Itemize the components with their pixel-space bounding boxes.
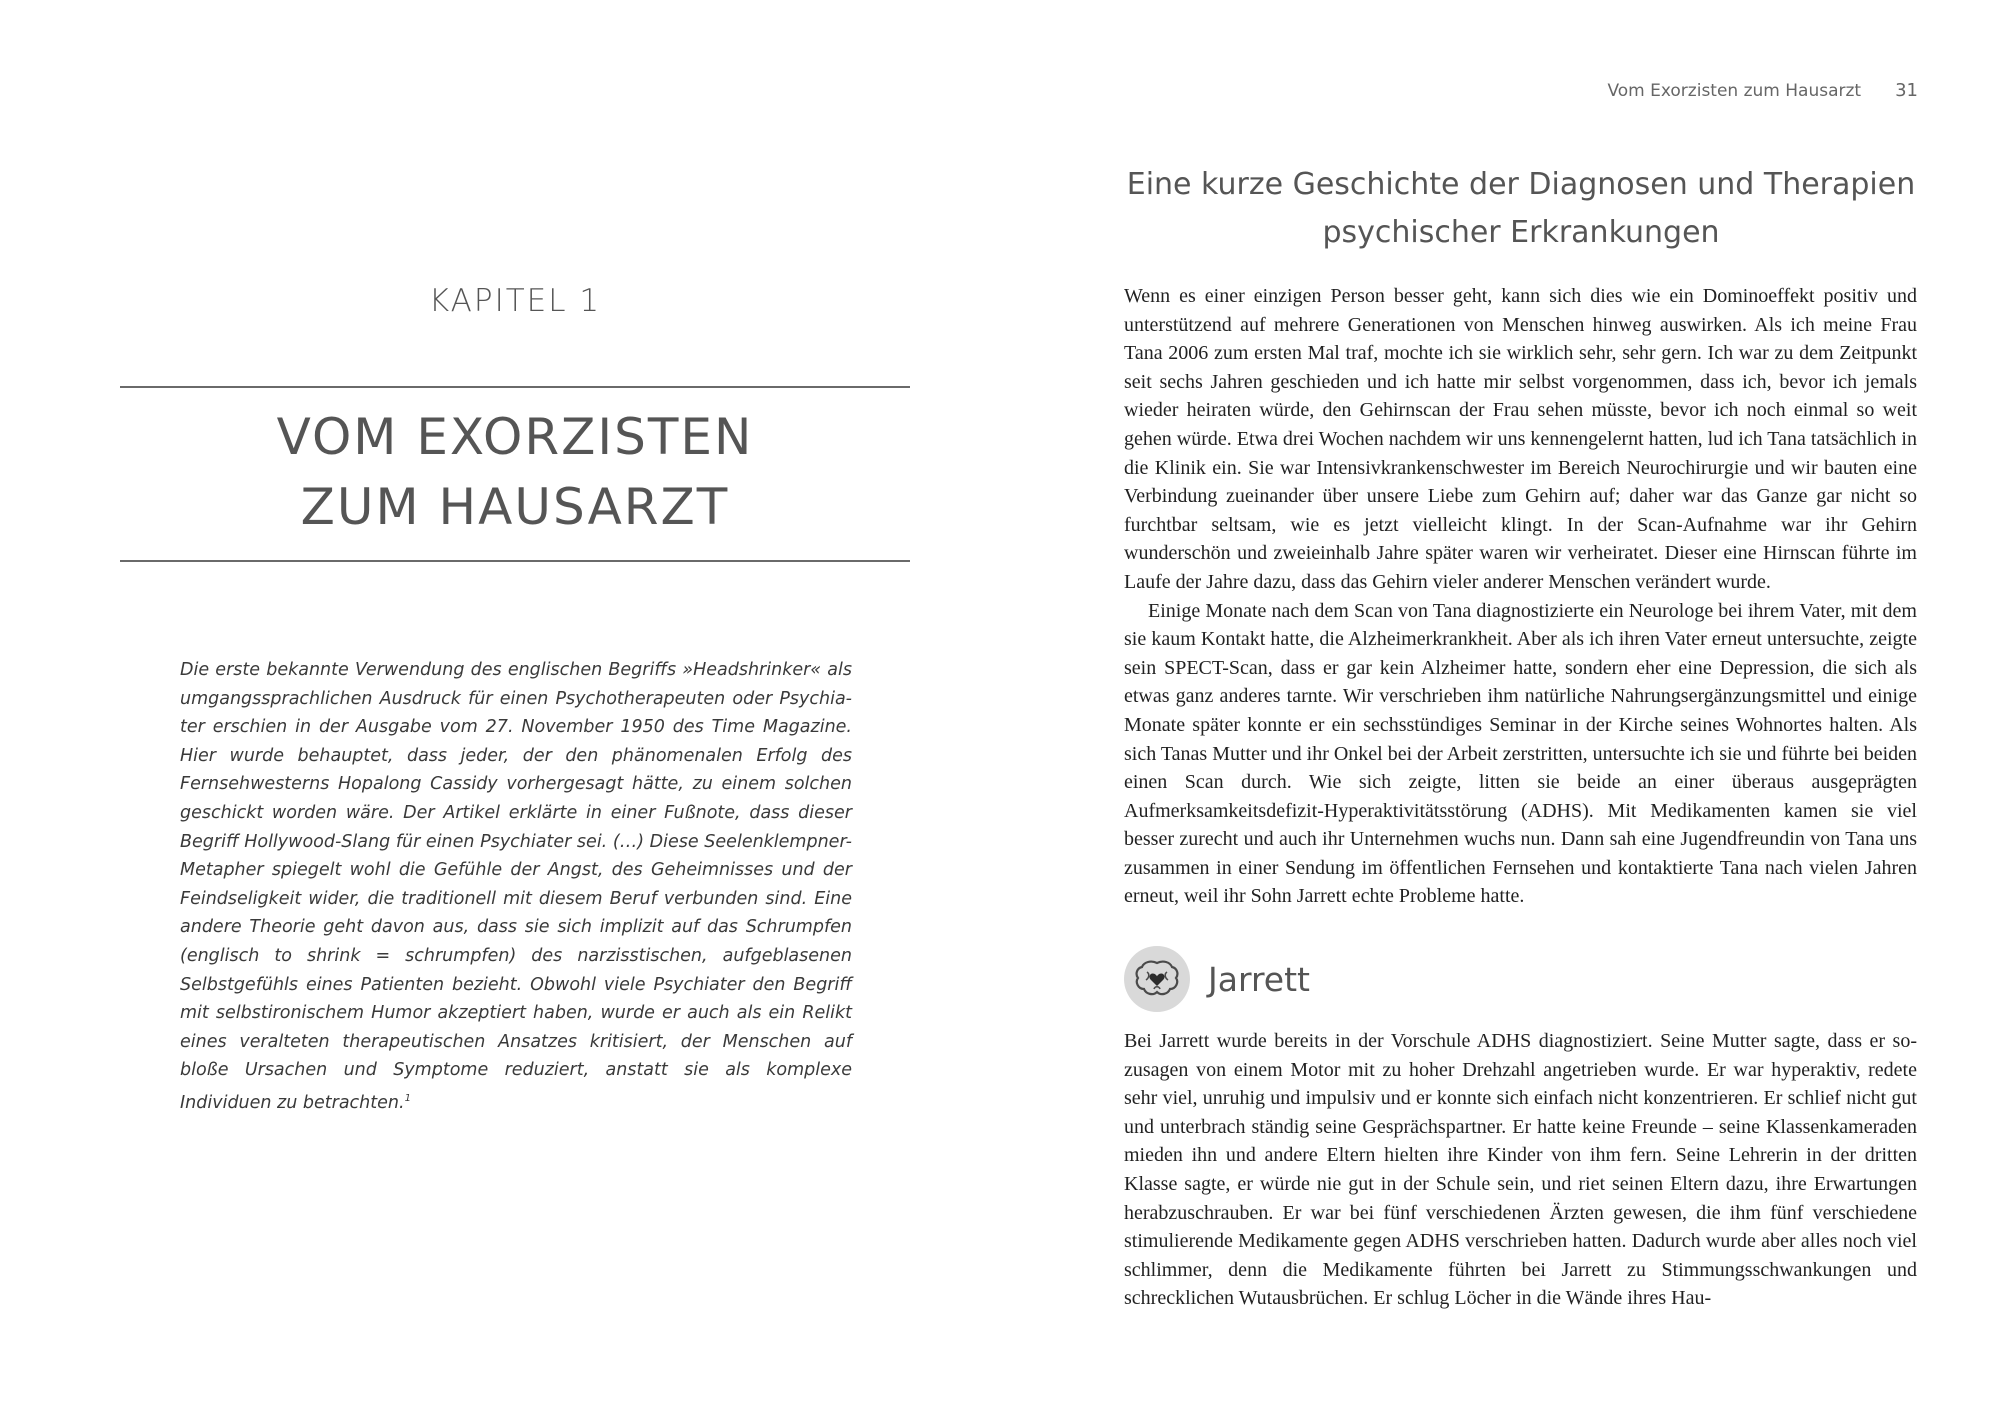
- subheading-title: Jarrett: [1208, 959, 1310, 999]
- section-heading: [1124, 161, 1918, 257]
- epigraph: [180, 656, 852, 1117]
- chapter-label: KAPITEL 1: [428, 283, 602, 319]
- paragraph: Bei Jarrett wurde bereits in der Vorschule ADHS diagnostiziert. Seine Mutter sagte, dass er sozusagen von einem Motor mit zu hoher Drehzahl angetrieben wurde. Er war hyperaktiv, redete sehr viel, unruhig und impulsiv und er konnte sich einfach nicht konzentrieren. Er schlief nicht gut und unterbrach ständig seine Gesprächspartner. Er hatte keine Freunde – seine Klassenkameraden mieden ihn und andere Eltern hielten ihre Kinder von ihm fern. Seine Lehrerin in der dritten Klasse sagte, er würde nie gut in der Schule sein, und riet seinen Eltern dazu, ihre Erwartungen herabzuschrauben. Er war bei fünf verschiedenen Ärzten gewesen, die ihm fünf verschiedene stimulierende Medikamente gegen ADHS verschrieben hatten. Dadurch wurde aber alles noch viel schlimmer, denn die Medikamente führten bei Jarrett zu Stimmungsschwankungen und schrecklichen Wutausbrüchen. Er schlug Löcher in die Wände ihres Hau-: [1124, 1030, 1917, 1310]
- epigraph-text: Die erste bekannte Verwendung des englischen Begriffs »Headshrinker« als umgangssprachlichen Ausdruck für einen Psychotherapeuten oder Psychiater erschien in der Ausgabe vom 27. November 1950 des Time Magazine. Hier wurde behauptet, dass jeder, der den phänomenalen Erfolg des Fernsehwesterns Hopalong Cassidy vorhergesagt hätte, zu einem solchen geschickt worden wäre. Der Artikel erklärte in einer Fußnote, dass dieser Begriff Hollywood-Slang für einen Psychiater sei. (…) Diese Seelenklempner-Metapher spiegelt wohl die Gefühle der Angst, des Geheimnisses und der Feindseligkeit wider, die traditionell mit diesem Beruf verbunden sind. Eine andere Theorie geht davon aus, dass sie sich implizit auf das Schrumpfen (englisch to shrink = schrumpfen) des narzisstischen, aufgeblasenen Selbstgefühls eines Patienten bezieht. Obwohl viele Psychiater den Begriff mit selbstironischem Humor akzeptiert haben, wurde er auch als ein Relikt eines veralteten therapeutischen Ansatzes kritisiert, der Menschen auf bloße Ursachen und Symptome reduziert, anstatt sie als komplexe Individuen zu betrachten.: [180, 660, 852, 1113]
- footnote-marker: 1: [404, 1092, 411, 1104]
- chapter-title: [120, 402, 910, 542]
- chapter-rule-top: [120, 386, 910, 388]
- paragraph: Einige Monate nach dem Scan von Tana diagnostizierte ein Neurologe bei ihrem Vater, mit dem sie kaum Kontakt hatte, die Alzheimerkrankheit. Aber als ich ihren Vater erneut untersuchte, zeigte sein SPECT-Scan, dass er gar kein Alzheimer hatte, sondern eher eine Depression, die sich als etwas ganz anderes tarnte. Wir verschrieben ihm natürliche Nahrungsergänzungsmittel und einige Monate später konnte er ein sechsstündiges Seminar in der Kirche seines Wohnortes halten. Als sich Tanas Mutter und ihr Onkel bei der Arbeit zerstritten, untersuchte ich sie und führte bei beiden einen Scan durch. Wie sich zeigte, litten sie beide an einer überaus ausgeprägten Aufmerksamkeitsdefizit-Hyperaktivitätsstörung (ADHS). Mit Medikamenten kamen sie viel besser zurecht und auch ihr Unternehmen wuchs nun. Dann sah eine Jugendfreundin von Tana uns zusammen in einer Sendung im öffentlichen Fernsehen und kontaktierte Tana nach vielen Jahren erneut, weil ihr Sohn Jarrett echte Probleme hatte.: [1124, 599, 1917, 908]
- running-head-title: Vom Exorzisten zum Hausarzt: [1607, 81, 1862, 101]
- chapter-rule-bottom: [120, 560, 910, 562]
- chapter-title-line: ZUM HAUSARZT: [300, 478, 730, 536]
- section-heading-line: Eine kurze Geschichte der Diagnosen und Therapien: [1126, 167, 1916, 202]
- body-text-jarrett: [1124, 1027, 1917, 1313]
- brain-heart-icon: [1124, 946, 1190, 1012]
- body-text-intro: [1124, 282, 1917, 911]
- paragraph: Wenn es einer einzigen Person besser geht, kann sich dies wie ein Dominoeffekt positiv und unterstützend auf mehrere Generationen von Menschen hinweg auswirken. Als ich meine Frau Tana 2006 zum ersten Mal traf, mochte ich sie wirklich sehr, sehr gern. Ich war zu dem Zeitpunkt seit sechs Jahren geschieden und ich hatte mir selbst vorgenommen, dass ich, bevor ich jemals wieder heiraten würde, den Gehirnscan der Frau sehen müsste, bevor ich noch einmal so weit gehen würde. Etwa drei Wochen nachdem wir uns kennengelernt hatten, lud ich Tana tatsächlich in die Klinik ein. Sie war Intensivkrankenschwester im Bereich Neurochirurgie und wir bauten eine Verbindung zueinander über unsere Liebe zum Gehirn auf; daher war das Ganze gar nicht so furchtbar seltsam, wie es jetzt vielleicht klingt. In der Scan-Aufnahme war ihr Gehirn wunderschön und zweieinhalb Jahre später waren wir verheiratet. Dieser eine Hirnscan führte im Laufe der Jahre dazu, dass das Gehirn vieler anderer Menschen verändert wurde.: [1124, 285, 1917, 593]
- case-subheading: [1124, 945, 1310, 1013]
- section-heading-line: psychischer Erkrankungen: [1322, 215, 1720, 250]
- page-number: 31: [1895, 80, 1918, 101]
- chapter-title-line: VOM EXORZISTEN: [276, 408, 754, 466]
- right-page: [1004, 0, 2008, 1417]
- running-head: [1607, 80, 1918, 101]
